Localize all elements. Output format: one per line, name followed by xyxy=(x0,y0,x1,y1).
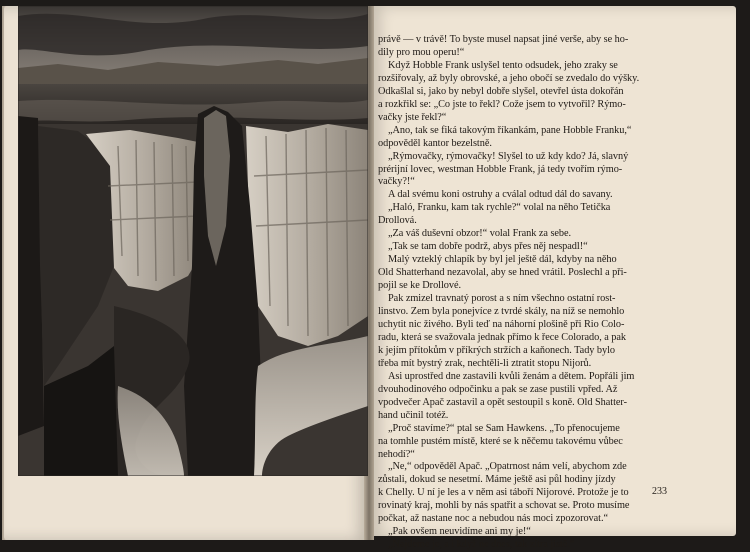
text-line: Old Shatterhand nezavolal, aby se hned vrátil. Poslechl a při- xyxy=(378,267,627,279)
text-line: „Najdeme je, a i když ne dnes, tak zítra jistě.“ xyxy=(388,539,575,551)
text-line: na tomhle pustém místě, které se k něčemu takovému vůbec xyxy=(378,435,623,447)
text-line: „Pak ovšem neuvidíme ani my je!“ xyxy=(388,526,531,538)
text-line: třeba mít bystrý zrak, nechtěli-li ztratit stopu Nijorů. xyxy=(378,357,592,369)
text-line: linstvo. Zem byla ponejvíce z tvrdé skály, na níž se nemohlo xyxy=(378,306,625,318)
text-line: právě — v trávě! To byste musel napsat jiné verše, aby se ho- xyxy=(378,34,629,45)
text-line: „Rýmovačky, rýmovačky! Slyšel to už kdy kdo? Já, slavný xyxy=(388,150,629,162)
text-line: zůstali, dokud se nesetmí. Máme ještě asi půl hodiny jízdy xyxy=(378,474,616,486)
text-line: uchytit nic živého. Byli teď na náhorní plošině při Rio Colo- xyxy=(378,318,625,330)
text-line: „Proč stavíme?“ ptal se Sam Hawkens. „To přenocujeme xyxy=(388,422,620,434)
text-line: k jejím přítokům v příkrých stržích a kaňonech. Tady bylo xyxy=(378,344,616,356)
text-line: hand učinil totéž. xyxy=(378,409,449,421)
text-line: Odkašlal si, jako by nebyl dobře slyšel, otevřel ústa dokořán xyxy=(378,85,624,97)
page-number: 233 xyxy=(652,486,667,497)
text-line: „Haló, Franku, kam tak rychle?“ volal na něho Tetička xyxy=(388,202,611,214)
text-line: a rozkřikl se: „Co jste to řekl? Cože jsem to vytvořil? Rýmo- xyxy=(378,98,626,110)
text-line: dvouhodinového odpočinku a pak se zase pustili vpřed. Až xyxy=(378,383,618,395)
text-line: „Ano, tak se fiká takovým říkankám, pane Hobble Franku,“ xyxy=(388,124,632,136)
text-line: Drollová. xyxy=(378,215,417,227)
text-line: pojil se ke Drollové. xyxy=(378,280,462,292)
text-line: vpodvečer Apač zastavil a opět sestoupil s koně. Old Shatter- xyxy=(378,396,627,408)
text-line: vačky jste řekl?“ xyxy=(378,111,447,123)
text-line: „Tak se tam dobře podrž, abys přes něj nespadl!“ xyxy=(388,241,588,253)
text-line: rovinatý kraj, mohli by nás spatřit a schovat se. Proto musíme xyxy=(378,500,630,512)
text-line: „Ne,“ odpověděl Apač. „Opatrnost nám velí, abychom zde xyxy=(388,461,627,473)
text-line: Pak zmizel travnatý porost a s ním všechno ostatní rost- xyxy=(388,293,616,305)
text-line: vačky?!“ xyxy=(378,176,415,188)
text-line: radu, která se svažovala jednak přímo k řece Colorado, a pak xyxy=(378,331,627,343)
text-line: počkat, až nastane noc a nebudou nás moci zpozorovat.“ xyxy=(378,513,609,525)
page-text xyxy=(378,34,728,552)
text-line: „Za váš duševní obzor!“ volal Frank za sebe. xyxy=(388,228,572,240)
text-line: dily pro mou operu!“ xyxy=(378,46,465,58)
text-line: rozšiřovaly, až byly obrovské, a jeho obočí se zvedalo do výšky. xyxy=(378,72,640,84)
text-line: A dal svému koni ostruhy a cválal odtud dál do savany. xyxy=(388,189,613,201)
text-line: Když Hobble Frank uslyšel tento odsudek, jeho zraky se xyxy=(388,59,618,71)
text-line: Asi uprostřed dne zastavili kvůli ženám a dětem. Popřáli jim xyxy=(388,370,635,382)
text-line: prérijní lovec, westman Hobble Frank, já tedy tvořím rýmo- xyxy=(378,163,623,175)
text-line: Malý vzteklý chlapík by byl jel ještě dál, kdyby na něho xyxy=(388,254,617,266)
canyon-illustration xyxy=(18,6,368,476)
text-line: nehodí?“ xyxy=(378,448,415,460)
text-line: k Chelly. U ní je les a v něm asi táboří Nijorové. Protože je to xyxy=(378,487,629,499)
text-line: odpověděl kantor bezelstně. xyxy=(378,137,492,149)
